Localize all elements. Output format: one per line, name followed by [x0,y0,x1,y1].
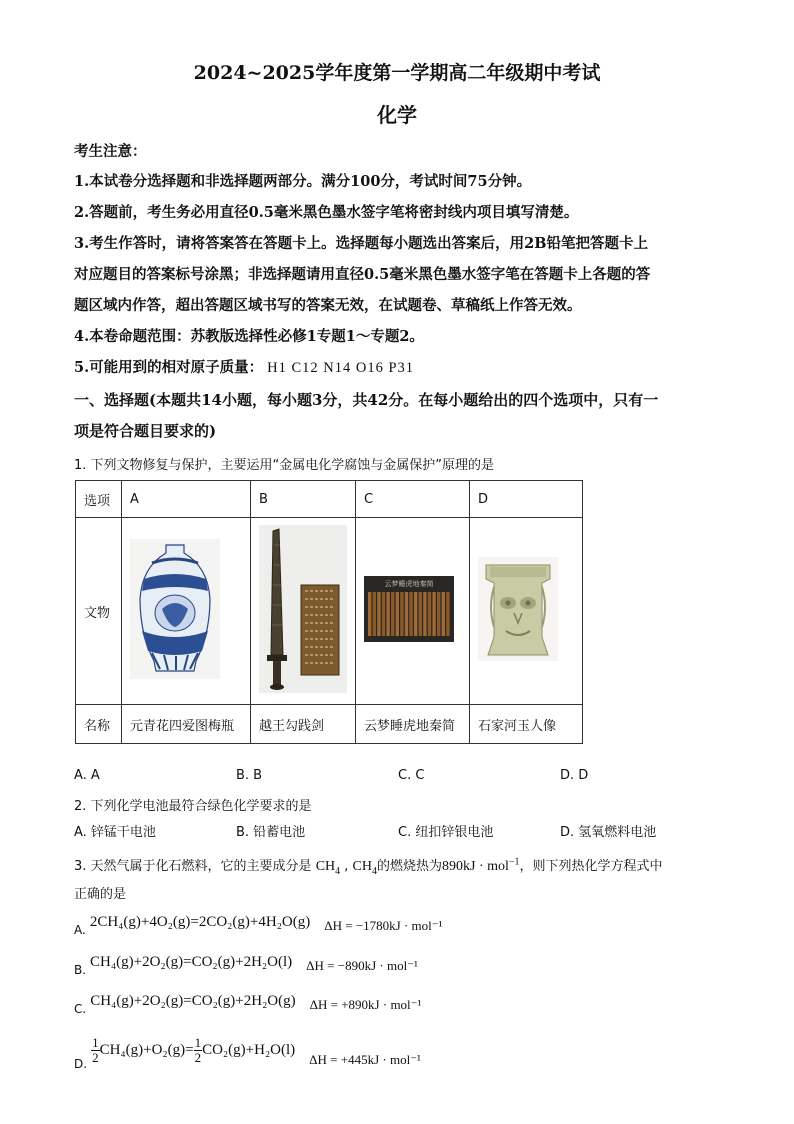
notice-item-1: 1.本试卷分选择题和非选择题两部分。满分100分，考试时间75分钟。 [74,173,532,190]
q3-stem-part-1: 3. 天然气属于化石燃料，它的主要成分是 [74,859,312,874]
q2-stem: 2. 下列化学电池最符合绿色化学要求的是 [74,799,312,814]
bamboo-slip [428,592,431,636]
atomic-masses: H1 C12 N14 O16 P31 [267,360,415,376]
option-header-a: A [122,481,251,518]
notice-heading: 考生注意： [74,143,147,160]
q3-option-b-equation: CH₄(g)+2O₂(g)=CO₂(g)+2H₂O(l) [90,954,293,970]
q3-option-a-enthalpy: ΔH = −1780kJ · mol⁻¹ [324,918,443,933]
blue-white-vase-image [130,539,220,679]
bamboo-slip [396,592,399,636]
q3-stem-line-1: 3. 天然气属于化石燃料，它的主要成分是 $CH_4$ , $CH_4$的燃烧热为890kJ · mol$^{-1}$，则下列热化学方程式中 [74,856,663,877]
methane-formula-2: $CH_4$ [352,859,377,877]
section-1-heading-line-2: 项是符合题目要求的) [74,422,217,440]
notice-item-5-label: 5.可能用到的相对原子质量： [74,359,264,376]
row-label-option: 选项 [76,481,122,518]
bamboo-slip [373,592,376,636]
q3-option-c-label: C. [74,1002,87,1016]
artifact-name-c: 云梦睡虎地秦简 [356,705,470,744]
q1-stem: 1. 下列文物修复与保护，主要运用“金属电化学腐蚀与金属保护”原理的是 [74,458,495,473]
option-header-c: C [356,481,470,518]
artifact-d-cell [470,518,583,705]
q3-option-a-equation: 2CH₄(g)+4O₂(g)=2CO₂(g)+4H₂O(g) [89,914,311,930]
artifact-b-cell [251,518,356,705]
bamboo-slip [432,592,435,636]
artifact-name-d: 石家河玉人像 [470,705,583,744]
combustion-heat: 890kJ · mol$^{-1}$ [442,856,520,874]
q2-option-d: D. 氢氧燃料电池 [560,825,657,840]
q3-option-a [74,914,443,937]
q3-option-c [74,993,422,1016]
bamboo-slip [414,592,417,636]
q3-option-c-enthalpy: ΔH = +890kJ · mol⁻¹ [309,997,422,1012]
bamboo-slip [382,592,385,636]
jade-figure-image [478,557,558,661]
row-label-artifact: 文物 [76,518,122,705]
q2-option-b: B. 铅蓄电池 [236,825,306,840]
exam-title: 2024~2025学年度第一学期高二年级期中考试 [193,62,601,84]
q1-option-d: D. D [560,768,589,783]
artifact-name-b: 越王勾践剑 [251,705,356,744]
notice-item-3-line-3: 题区域内作答，超出答题区域书写的答案无效，在试题卷、草稿纸上作答无效。 [74,297,582,314]
bamboo-slip [423,592,426,636]
bamboo-slip [391,592,394,636]
q3-option-d-equation-part-2: CO₂(g)+H₂O(l) [202,1041,296,1058]
q3-option-d [74,1035,421,1071]
notice-item-3-line-2: 对应题目的答案标号涂黑；非选择题请用直径0.5毫米黑色墨水签字笔在答题卡上各题的答 [74,266,651,283]
bamboo-slip [368,592,371,636]
bamboo-slip [400,592,403,636]
artifact-a-cell [122,518,251,705]
q3-option-b-label: B. [74,963,87,977]
bamboo-slip [446,592,449,636]
q3-option-d-label: D. [74,1056,88,1071]
row-label-name: 名称 [76,705,122,744]
q3-option-d-equation-part-1: CH₄(g)+O₂(g)= [99,1041,194,1058]
bamboo-slips-image [364,576,454,642]
q3-option-c-equation: CH₄(g)+2O₂(g)=CO₂(g)+2H₂O(g) [90,993,296,1009]
bamboo-slips-caption: 云梦睡虎地秦简 [384,580,434,588]
q3-stem-part-3: ，则下列热化学方程式中 [519,859,663,874]
option-header-b: B [251,481,356,518]
bamboo-slip [442,592,445,636]
q2-option-a: A. 锌锰干电池 [74,825,156,840]
q3-option-a-label: A. [74,923,86,937]
q3-option-b-enthalpy: ΔH = −890kJ · mol⁻¹ [306,958,418,973]
half-fraction-1: $\frac{1}{2}$ [92,1035,99,1065]
artifact-name-a: 元青花四爱图梅瓶 [122,705,251,744]
bamboo-slip [405,592,408,636]
option-header-d: D [470,481,583,518]
bamboo-slip [437,592,440,636]
section-1-heading-line-1: 一、选择题(本题共14小题，每小题3分，共42分。在每小题给出的四个选项中，只有一 [74,391,659,409]
bamboo-slip [419,592,422,636]
q1-option-b: B. B [236,768,263,783]
methane-formula: $CH_4$ [315,859,341,877]
bamboo-slip [409,592,412,636]
half-fraction-2: $\frac{1}{2}$ [194,1035,202,1065]
subject-title: 化学 [377,103,417,127]
q1-option-a: A. A [74,768,100,783]
bamboo-slip [377,592,380,636]
q3-option-d-enthalpy: ΔH = +445kJ · mol⁻¹ [309,1051,421,1067]
q1-artifact-table [75,480,583,744]
notice-item-3-line-1: 3.考生作答时，请将答案答在答题卡上。选择题每小题选出答案后，用2B铅笔把答题卡上 [74,235,648,252]
q3-option-b [74,954,418,977]
notice-item-2: 2.答题前，考生务必用直径0.5毫米黑色墨水签字笔将密封线内项目填写清楚。 [74,204,579,221]
q3-stem-part-2: 的燃烧热为 [377,859,443,874]
bamboo-slip [386,592,389,636]
notice-item-4: 4.本卷命题范围：苏教版选择性必修1专题1～专题2。 [74,328,424,345]
artifact-c-cell [356,518,470,705]
q1-option-c: C. C [398,768,425,783]
q3-stem-line-2: 正确的是 [74,887,127,902]
bronze-sword-image [259,525,347,693]
notice-item-5 [74,356,414,377]
q2-option-c: C. 纽扣锌银电池 [398,825,494,840]
